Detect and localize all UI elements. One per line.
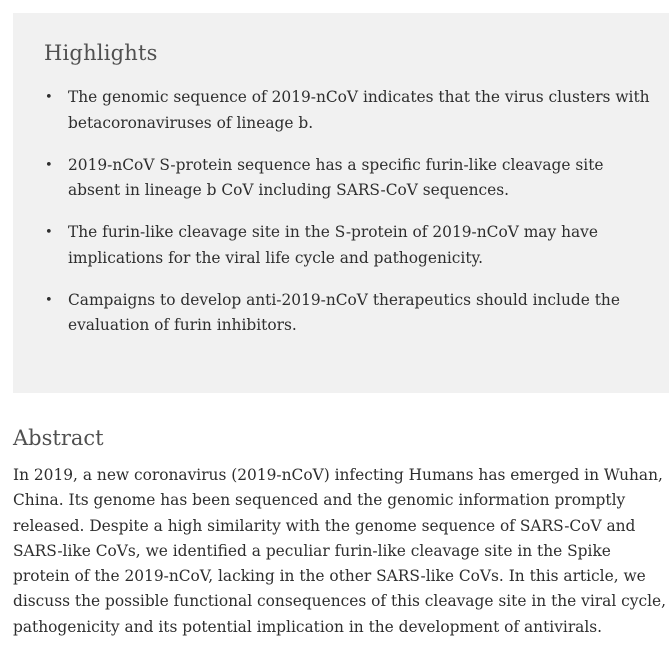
abstract-text: In 2019, a new coronavirus (2019-nCoV) infecting Humans has emerged in Wuhan, China. Its genome has been sequenced and the genomic information promptly released. Despite a high similarity with the genome sequence of SARS-CoV and SARS-like CoVs, we identified a peculiar furin-like cleavage site in the Spike protein of the 2019-nCoV, lacking in the other SARS-like CoVs. In this article, we discuss the possible functional consequences of this cleavage site in the viral cycle, pathogenicity and its potential implication in the development of antivirals.	[13, 466, 666, 636]
bullet-icon: •	[45, 90, 53, 105]
highlights-section	[13, 13, 669, 393]
highlight-text: The genomic sequence of 2019-nCoV indicates that the virus clusters with betacoronaviruses of lineage b.	[68, 88, 650, 132]
highlight-text: The furin-like cleavage site in the S-protein of 2019-nCoV may have implications for the viral life cycle and pathogenicity.	[68, 223, 598, 267]
highlights-list	[13, 85, 653, 355]
highlight-item	[13, 153, 653, 204]
highlight-item	[13, 220, 653, 271]
highlight-text: 2019-nCoV S-protein sequence has a specific furin-like cleavage site absent in lineage b CoV including SARS-CoV sequences.	[68, 155, 604, 199]
abstract-heading: Abstract	[13, 426, 104, 450]
highlight-item	[13, 288, 653, 339]
bullet-icon: •	[45, 225, 53, 240]
highlight-text: Campaigns to develop anti-2019-nCoV therapeutics should include the evaluation of furin inhibitors.	[68, 290, 620, 334]
bullet-icon: •	[45, 157, 53, 173]
bullet-icon: •	[45, 292, 53, 308]
highlights-heading: Highlights	[44, 41, 158, 65]
highlight-item	[13, 85, 653, 136]
